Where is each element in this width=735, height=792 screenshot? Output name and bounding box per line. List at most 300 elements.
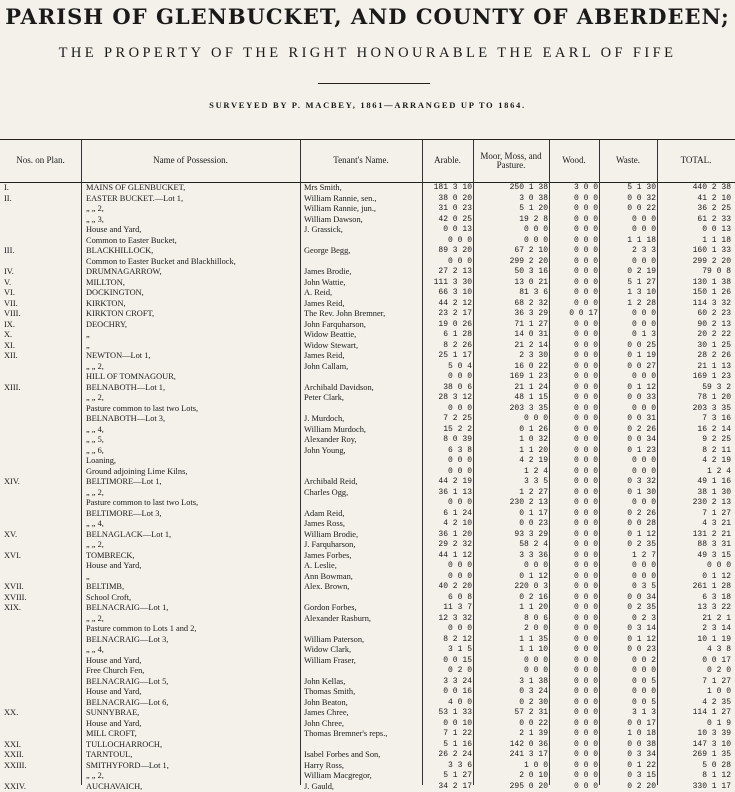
cell-arable: 0 0 0 xyxy=(424,561,472,572)
cell-arable: 0 2 0 xyxy=(424,666,472,677)
cell-waste: 0 3 32 xyxy=(600,477,656,488)
table-row xyxy=(0,299,735,310)
cell-moor-pasture: 3 1 38 xyxy=(474,677,548,688)
cell-plan-number: X. xyxy=(4,330,79,341)
cell-wood: 0 0 0 xyxy=(550,624,598,635)
cell-wood: 0 0 0 xyxy=(550,750,598,761)
cell-tenant: George Begg, xyxy=(304,246,422,257)
cell-waste: 0 0 25 xyxy=(600,341,656,352)
cell-tenant: James Reid, xyxy=(304,351,422,362)
cell-possession: Loaning, xyxy=(86,456,300,467)
cell-moor-pasture: 1 0 0 xyxy=(474,761,548,772)
cell-moor-pasture: 71 1 27 xyxy=(474,320,548,331)
cell-total: 79 0 8 xyxy=(660,267,731,278)
cell-tenant: John Farquharson, xyxy=(304,320,422,331)
cell-arable: 23 2 17 xyxy=(424,309,472,320)
cell-tenant: James Reid, xyxy=(304,299,422,310)
table-row xyxy=(0,750,735,761)
cell-wood: 0 0 0 xyxy=(550,467,598,478)
cell-possession: TULLOCHARROCH, xyxy=(86,740,300,751)
cell-moor-pasture: 0 1 26 xyxy=(474,425,548,436)
col-header-total: TOTAL. xyxy=(657,140,735,182)
cell-moor-pasture: 0 0 0 xyxy=(474,414,548,425)
cell-possession: BELTIMORE—Lot 3, xyxy=(86,509,300,520)
cell-waste: 0 2 20 xyxy=(600,782,656,792)
cell-plan-number: XXII. xyxy=(4,750,79,761)
cell-waste: 0 0 0 xyxy=(600,498,656,509)
cell-wood: 0 0 0 xyxy=(550,572,598,583)
cell-moor-pasture: 57 2 31 xyxy=(474,708,548,719)
cell-plan-number: XXIV. xyxy=(4,782,79,792)
cell-total: 30 1 25 xyxy=(660,341,731,352)
table-row xyxy=(0,225,735,236)
survey-credit: SURVEYED BY P. MACBEY, 1861—ARRANGED UP TO 1864. xyxy=(0,100,735,110)
table-row xyxy=(0,603,735,614)
cell-tenant: Thomas Smith, xyxy=(304,687,422,698)
cell-total: 0 0 13 xyxy=(660,225,731,236)
cell-waste: 0 2 3 xyxy=(600,614,656,625)
cell-total: 0 1 9 xyxy=(660,719,731,730)
cell-wood: 0 0 0 xyxy=(550,593,598,604)
cell-wood: 0 0 0 xyxy=(550,551,598,562)
cell-arable: 8 2 12 xyxy=(424,635,472,646)
cell-moor-pasture: 1 1 20 xyxy=(474,446,548,457)
cell-wood: 0 0 0 xyxy=(550,582,598,593)
col-header-tenant: Tenant's Name. xyxy=(300,140,422,182)
cell-waste: 0 0 0 xyxy=(600,456,656,467)
table-row xyxy=(0,614,735,625)
cell-total: 147 3 10 xyxy=(660,740,731,751)
cell-possession: „ „ 2, xyxy=(86,362,300,373)
cell-waste: 5 1 30 xyxy=(600,183,656,194)
table-body xyxy=(0,183,735,792)
cell-waste: 0 0 38 xyxy=(600,740,656,751)
cell-arable: 11 3 7 xyxy=(424,603,472,614)
cell-arable: 7 1 22 xyxy=(424,729,472,740)
table-row xyxy=(0,656,735,667)
cell-arable: 29 2 32 xyxy=(424,540,472,551)
cell-waste: 1 3 10 xyxy=(600,288,656,299)
cell-moor-pasture: 8 0 6 xyxy=(474,614,548,625)
cell-arable: 6 1 24 xyxy=(424,509,472,520)
cell-waste: 0 0 0 xyxy=(600,320,656,331)
cell-waste: 0 1 3 xyxy=(600,330,656,341)
cell-total: 4 3 8 xyxy=(660,645,731,656)
cell-total: 28 2 26 xyxy=(660,351,731,362)
cell-possession: Pasture common to Lots 1 and 2, xyxy=(86,624,300,635)
cell-possession: „ „ 4, xyxy=(86,645,300,656)
cell-possession: BELNACRAIG—Lot 5, xyxy=(86,677,300,688)
table-row xyxy=(0,204,735,215)
cell-possession: BELNACRAIG—Lot 6, xyxy=(86,698,300,709)
cell-arable: 66 3 10 xyxy=(424,288,472,299)
cell-tenant: Alex. Brown, xyxy=(304,582,422,593)
cell-waste: 5 1 27 xyxy=(600,278,656,289)
cell-possession: EASTER BUCKET.—Lot 1, xyxy=(86,194,300,205)
table-row xyxy=(0,698,735,709)
cell-wood: 0 0 0 xyxy=(550,320,598,331)
cell-total: 60 2 23 xyxy=(660,309,731,320)
cell-possession: DRUMNAGARROW, xyxy=(86,267,300,278)
cell-total: 230 2 13 xyxy=(660,498,731,509)
cell-wood: 0 0 0 xyxy=(550,656,598,667)
cell-possession: „ „ 6, xyxy=(86,446,300,457)
cell-moor-pasture: 1 1 35 xyxy=(474,635,548,646)
cell-possession: Free Church Fen, xyxy=(86,666,300,677)
cell-waste: 0 0 0 xyxy=(600,309,656,320)
cell-possession: „ „ 3, xyxy=(86,215,300,226)
cell-waste: 0 0 0 xyxy=(600,257,656,268)
col-header-waste: Waste. xyxy=(599,140,657,182)
cell-possession: DEOCHRY, xyxy=(86,320,300,331)
cell-wood: 0 0 0 xyxy=(550,614,598,625)
cell-tenant: J. Grassick, xyxy=(304,225,422,236)
table-row xyxy=(0,708,735,719)
cell-total: 131 2 21 xyxy=(660,530,731,541)
cell-moor-pasture: 14 0 31 xyxy=(474,330,548,341)
cell-arable: 0 0 0 xyxy=(424,404,472,415)
table-row xyxy=(0,509,735,520)
cell-tenant: John Wattie, xyxy=(304,278,422,289)
table-row xyxy=(0,257,735,268)
title-divider xyxy=(318,83,430,84)
cell-possession: Common to Easter Bucket and Blackhillock, xyxy=(86,257,300,268)
table-header xyxy=(0,140,735,183)
cell-wood: 0 0 17 xyxy=(550,309,598,320)
cell-possession: „ „ 4, xyxy=(86,425,300,436)
cell-total: 0 2 0 xyxy=(660,666,731,677)
cell-total: 5 0 28 xyxy=(660,761,731,772)
cell-possession: House and Yard, xyxy=(86,656,300,667)
cell-plan-number: III. xyxy=(4,246,79,257)
table-row xyxy=(0,362,735,373)
cell-moor-pasture: 0 0 23 xyxy=(474,519,548,530)
cell-total: 21 2 1 xyxy=(660,614,731,625)
cell-moor-pasture: 250 1 38 xyxy=(474,183,548,194)
table-row xyxy=(0,740,735,751)
cell-total: 4 2 19 xyxy=(660,456,731,467)
cell-total: 299 2 20 xyxy=(660,257,731,268)
cell-possession: „ xyxy=(86,330,300,341)
cell-wood: 0 0 0 xyxy=(550,341,598,352)
cell-arable: 7 2 25 xyxy=(424,414,472,425)
cell-tenant: William Rannie, sen., xyxy=(304,194,422,205)
cell-possession: House and Yard, xyxy=(86,687,300,698)
cell-arable: 6 1 28 xyxy=(424,330,472,341)
table-row xyxy=(0,288,735,299)
cell-wood: 0 0 0 xyxy=(550,530,598,541)
cell-wood: 0 0 0 xyxy=(550,729,598,740)
cell-total: 1 0 0 xyxy=(660,687,731,698)
col-header-moor: Moor, Moss, and Pasture. xyxy=(473,140,549,182)
cell-waste: 0 0 0 xyxy=(600,561,656,572)
cell-possession: „ „ 2, xyxy=(86,488,300,499)
cell-tenant: Isabel Forbes and Son, xyxy=(304,750,422,761)
cell-total: 0 0 0 xyxy=(660,561,731,572)
cell-tenant: John Beaton, xyxy=(304,698,422,709)
cell-tenant: John Callam, xyxy=(304,362,422,373)
cell-tenant: Thomas Bremner's reps., xyxy=(304,729,422,740)
cell-moor-pasture: 50 3 16 xyxy=(474,267,548,278)
cell-moor-pasture: 2 1 39 xyxy=(474,729,548,740)
cell-arable: 8 2 26 xyxy=(424,341,472,352)
table-row xyxy=(0,624,735,635)
table-row xyxy=(0,519,735,530)
cell-arable: 38 0 20 xyxy=(424,194,472,205)
cell-arable: 89 3 20 xyxy=(424,246,472,257)
cell-tenant: William Macgregor, xyxy=(304,771,422,782)
cell-arable: 26 2 24 xyxy=(424,750,472,761)
cell-total: 0 1 12 xyxy=(660,572,731,583)
cell-plan-number: XV. xyxy=(4,530,79,541)
cell-moor-pasture: 299 2 20 xyxy=(474,257,548,268)
cell-plan-number: VI. xyxy=(4,288,79,299)
cell-wood: 0 0 0 xyxy=(550,708,598,719)
cell-arable: 0 0 0 xyxy=(424,236,472,247)
cell-plan-number: V. xyxy=(4,278,79,289)
cell-wood: 0 0 0 xyxy=(550,509,598,520)
cell-total: 114 3 32 xyxy=(660,299,731,310)
cell-total: 114 1 27 xyxy=(660,708,731,719)
cell-tenant: Ann Bowman, xyxy=(304,572,422,583)
table-row xyxy=(0,215,735,226)
cell-plan-number: XVII. xyxy=(4,582,79,593)
table-row xyxy=(0,456,735,467)
cell-possession: „ „ 2, xyxy=(86,204,300,215)
cell-possession: BELTIMB, xyxy=(86,582,300,593)
cell-tenant: James Brodie, xyxy=(304,267,422,278)
cell-waste: 0 0 0 xyxy=(600,666,656,677)
cell-moor-pasture: 0 1 17 xyxy=(474,509,548,520)
cell-plan-number: VII. xyxy=(4,299,79,310)
cell-total: 90 2 13 xyxy=(660,320,731,331)
cell-moor-pasture: 2 3 30 xyxy=(474,351,548,362)
cell-moor-pasture: 21 1 24 xyxy=(474,383,548,394)
cell-total: 16 2 14 xyxy=(660,425,731,436)
cell-wood: 0 0 0 xyxy=(550,488,598,499)
cell-wood: 0 0 0 xyxy=(550,435,598,446)
cell-arable: 27 2 13 xyxy=(424,267,472,278)
cell-waste: 0 3 15 xyxy=(600,771,656,782)
cell-wood: 0 0 0 xyxy=(550,278,598,289)
cell-waste: 0 0 0 xyxy=(600,572,656,583)
cell-arable: 6 3 8 xyxy=(424,446,472,457)
cell-moor-pasture: 58 2 4 xyxy=(474,540,548,551)
cell-total: 6 3 18 xyxy=(660,593,731,604)
cell-total: 7 3 16 xyxy=(660,414,731,425)
cell-tenant: Alexander Rasburn, xyxy=(304,614,422,625)
cell-arable: 181 3 10 xyxy=(424,183,472,194)
cell-arable: 3 3 24 xyxy=(424,677,472,688)
table-row xyxy=(0,645,735,656)
cell-moor-pasture: 21 2 14 xyxy=(474,341,548,352)
table-row xyxy=(0,561,735,572)
cell-wood: 0 0 0 xyxy=(550,540,598,551)
cell-arable: 15 2 2 xyxy=(424,425,472,436)
cell-moor-pasture: 295 0 20 xyxy=(474,782,548,792)
cell-waste: 0 1 12 xyxy=(600,635,656,646)
cell-total: 330 1 17 xyxy=(660,782,731,792)
cell-arable: 31 0 23 xyxy=(424,204,472,215)
cell-arable: 40 2 20 xyxy=(424,582,472,593)
cell-waste: 0 0 0 xyxy=(600,467,656,478)
cell-tenant: Gordon Forbes, xyxy=(304,603,422,614)
cell-arable: 0 0 0 xyxy=(424,257,472,268)
cell-total: 130 1 38 xyxy=(660,278,731,289)
cell-total: 7 1 27 xyxy=(660,509,731,520)
cell-moor-pasture: 48 1 15 xyxy=(474,393,548,404)
cell-total: 261 1 28 xyxy=(660,582,731,593)
cell-total: 41 2 10 xyxy=(660,194,731,205)
cell-moor-pasture: 0 0 0 xyxy=(474,561,548,572)
cell-wood: 0 0 0 xyxy=(550,677,598,688)
table-row xyxy=(0,687,735,698)
cell-tenant: James Forbes, xyxy=(304,551,422,562)
cell-plan-number: II. xyxy=(4,194,79,205)
cell-wood: 3 0 0 xyxy=(550,183,598,194)
cell-moor-pasture: 13 0 21 xyxy=(474,278,548,289)
table-row xyxy=(0,404,735,415)
cell-moor-pasture: 81 3 6 xyxy=(474,288,548,299)
table-row xyxy=(0,425,735,436)
cell-arable: 19 0 26 xyxy=(424,320,472,331)
table-row xyxy=(0,267,735,278)
cell-waste: 0 1 12 xyxy=(600,383,656,394)
page-subtitle: THE PROPERTY OF THE RIGHT HONOURABLE THE EARL OF FIFE xyxy=(0,45,735,62)
cell-waste: 0 0 22 xyxy=(600,204,656,215)
cell-waste: 0 0 5 xyxy=(600,677,656,688)
cell-total: 269 1 35 xyxy=(660,750,731,761)
cell-waste: 3 1 3 xyxy=(600,708,656,719)
cell-possession: „ „ 2, xyxy=(86,771,300,782)
cell-plan-number: XIV. xyxy=(4,477,79,488)
cell-moor-pasture: 3 0 38 xyxy=(474,194,548,205)
cell-wood: 0 0 0 xyxy=(550,414,598,425)
cell-arable: 0 0 15 xyxy=(424,656,472,667)
cell-possession: „ „ 2, xyxy=(86,393,300,404)
cell-waste: 0 1 30 xyxy=(600,488,656,499)
cell-total: 169 1 23 xyxy=(660,372,731,383)
cell-total: 13 3 22 xyxy=(660,603,731,614)
cell-possession: „ „ 5, xyxy=(86,435,300,446)
cell-arable: 28 3 12 xyxy=(424,393,472,404)
cell-possession: KIRKTON, xyxy=(86,299,300,310)
table-row xyxy=(0,278,735,289)
cell-wood: 0 0 0 xyxy=(550,666,598,677)
cell-total: 61 2 33 xyxy=(660,215,731,226)
cell-arable: 42 0 25 xyxy=(424,215,472,226)
cell-possession: School Croft, xyxy=(86,593,300,604)
table-row xyxy=(0,666,735,677)
cell-waste: 0 3 14 xyxy=(600,624,656,635)
cell-arable: 0 0 0 xyxy=(424,372,472,383)
cell-moor-pasture: 0 3 24 xyxy=(474,687,548,698)
cell-tenant: Harry Ross, xyxy=(304,761,422,772)
cell-waste: 0 3 5 xyxy=(600,582,656,593)
cell-waste: 0 2 35 xyxy=(600,603,656,614)
table-row xyxy=(0,488,735,499)
cell-plan-number: XVI. xyxy=(4,551,79,562)
cell-tenant: Archibald Davidson, xyxy=(304,383,422,394)
cell-arable: 44 1 12 xyxy=(424,551,472,562)
cell-wood: 0 0 0 xyxy=(550,404,598,415)
cell-tenant: Widow Stewart, xyxy=(304,341,422,352)
cell-moor-pasture: 1 2 4 xyxy=(474,467,548,478)
cell-moor-pasture: 68 2 32 xyxy=(474,299,548,310)
cell-tenant: J. Farquharson, xyxy=(304,540,422,551)
cell-tenant: The Rev. John Bremner, xyxy=(304,309,422,320)
cell-total: 0 0 17 xyxy=(660,656,731,667)
cell-wood: 0 0 0 xyxy=(550,477,598,488)
cell-moor-pasture: 36 3 29 xyxy=(474,309,548,320)
cell-tenant: William Rannie, jun., xyxy=(304,204,422,215)
cell-tenant: Alexander Roy, xyxy=(304,435,422,446)
cell-possession: HILL OF TOMNAGOUR, xyxy=(86,372,300,383)
cell-total: 20 2 22 xyxy=(660,330,731,341)
table-row xyxy=(0,194,735,205)
cell-possession: MAINS OF GLENBUCKET, xyxy=(86,183,300,194)
table-row xyxy=(0,183,735,194)
cell-total: 10 3 39 xyxy=(660,729,731,740)
cell-total: 4 3 21 xyxy=(660,519,731,530)
cell-possession: TOMBRECK, xyxy=(86,551,300,562)
cell-arable: 12 3 32 xyxy=(424,614,472,625)
cell-total: 78 1 20 xyxy=(660,393,731,404)
cell-arable: 0 0 0 xyxy=(424,572,472,583)
cell-arable: 4 0 0 xyxy=(424,698,472,709)
cell-wood: 0 0 0 xyxy=(550,215,598,226)
cell-moor-pasture: 3 3 36 xyxy=(474,551,548,562)
cell-wood: 0 0 0 xyxy=(550,687,598,698)
cell-possession: BELNACRAIG—Lot 1, xyxy=(86,603,300,614)
cell-plan-number: IV. xyxy=(4,267,79,278)
cell-arable: 0 0 0 xyxy=(424,498,472,509)
cell-arable: 44 2 19 xyxy=(424,477,472,488)
col-header-arable: Arable. xyxy=(422,140,473,182)
table-row xyxy=(0,572,735,583)
cell-total: 203 3 35 xyxy=(660,404,731,415)
cell-moor-pasture: 0 0 0 xyxy=(474,656,548,667)
cell-waste: 0 1 12 xyxy=(600,530,656,541)
cell-arable: 111 3 30 xyxy=(424,278,472,289)
cell-possession: BLACKHILLOCK, xyxy=(86,246,300,257)
cell-wood: 0 0 0 xyxy=(550,246,598,257)
cell-total: 8 2 11 xyxy=(660,446,731,457)
cell-tenant: Charles Ogg, xyxy=(304,488,422,499)
table-row xyxy=(0,467,735,478)
cell-plan-number: XI. xyxy=(4,341,79,352)
cell-total: 59 3 2 xyxy=(660,383,731,394)
cell-total: 160 1 33 xyxy=(660,246,731,257)
table-row xyxy=(0,341,735,352)
cell-total: 4 2 35 xyxy=(660,698,731,709)
cell-waste: 0 2 26 xyxy=(600,425,656,436)
cell-waste: 0 0 0 xyxy=(600,372,656,383)
cell-moor-pasture: 0 0 0 xyxy=(474,225,548,236)
cell-wood: 0 0 0 xyxy=(550,771,598,782)
cell-waste: 0 0 23 xyxy=(600,645,656,656)
cell-wood: 0 0 0 xyxy=(550,194,598,205)
cell-tenant: John Kellas, xyxy=(304,677,422,688)
table-row xyxy=(0,477,735,488)
cell-wood: 0 0 0 xyxy=(550,498,598,509)
cell-wood: 0 0 0 xyxy=(550,782,598,792)
cell-arable: 53 1 33 xyxy=(424,708,472,719)
cell-wood: 0 0 0 xyxy=(550,225,598,236)
cell-wood: 0 0 0 xyxy=(550,698,598,709)
cell-moor-pasture: 16 0 22 xyxy=(474,362,548,373)
cell-arable: 36 1 13 xyxy=(424,488,472,499)
